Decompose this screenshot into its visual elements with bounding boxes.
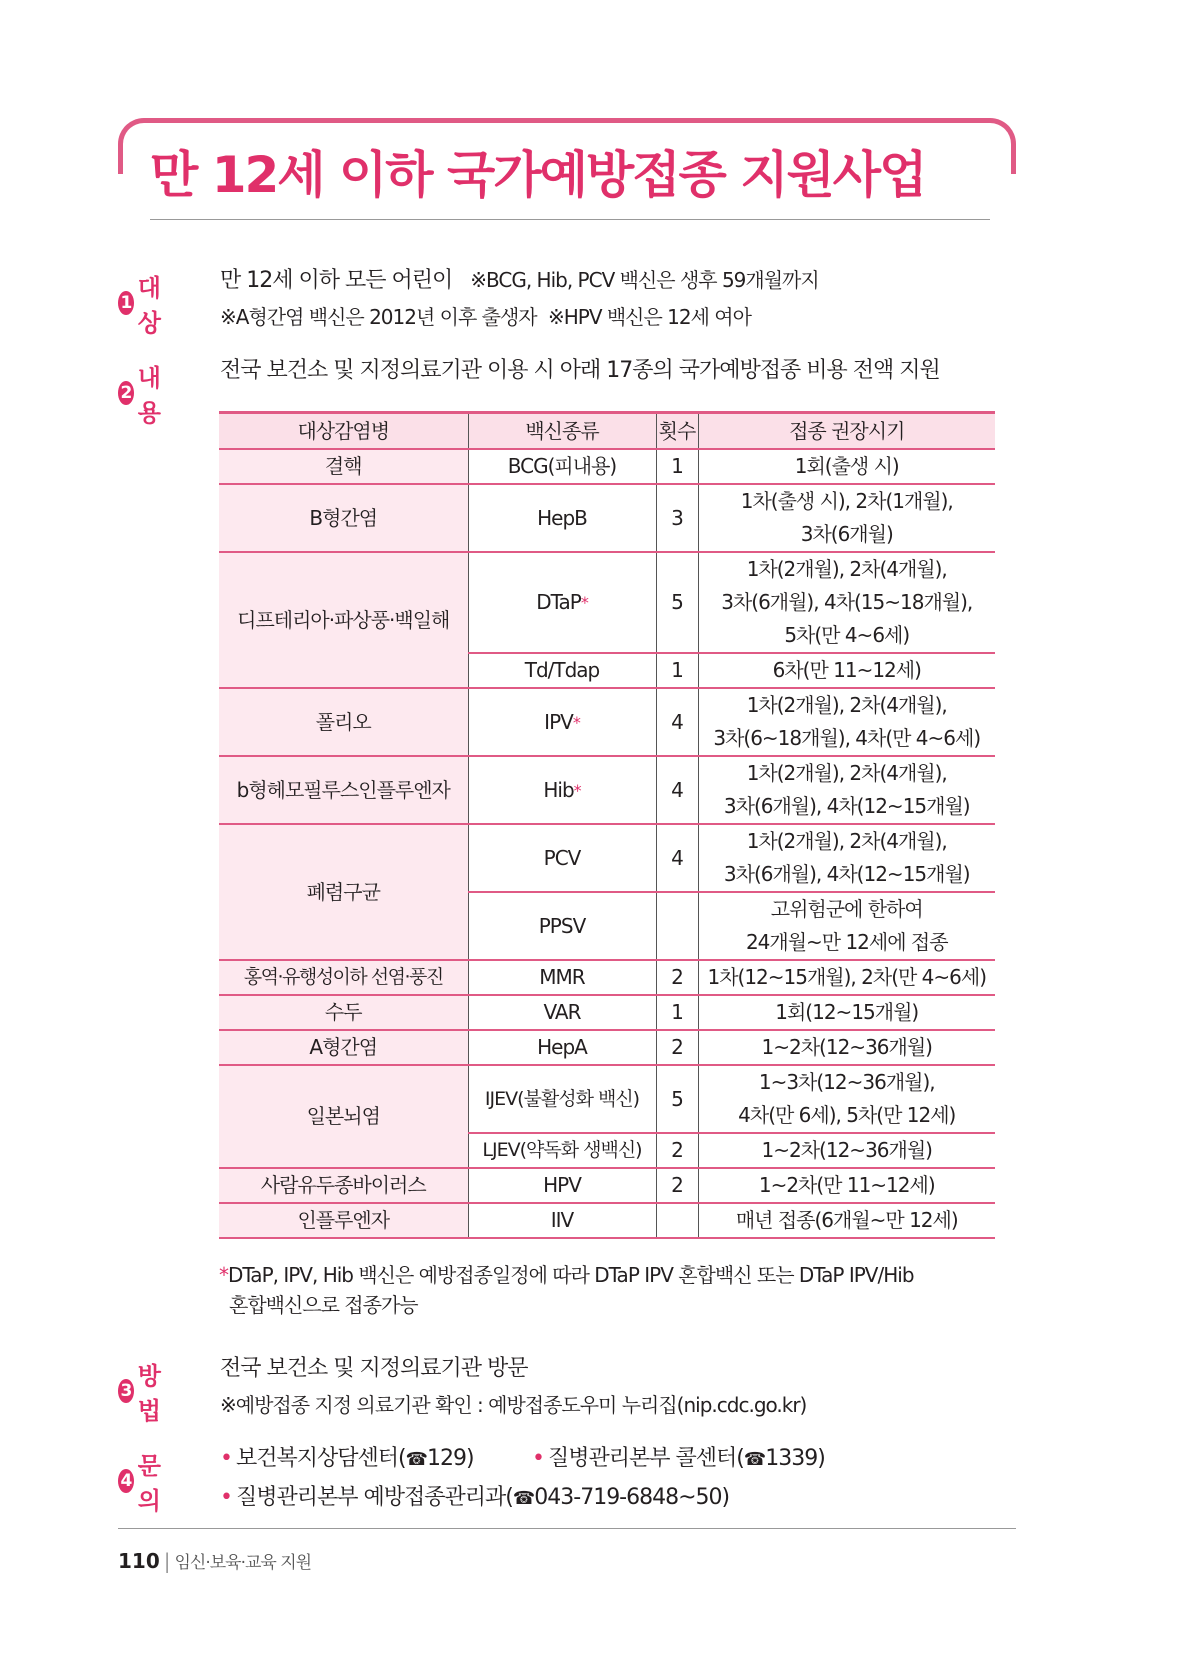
vaccine-cell: Td/Tdap: [468, 653, 656, 688]
contact-text: 질병관리본부 예방접종관리과(: [235, 1485, 513, 1510]
schedule-cell: [698, 824, 995, 892]
section-body: [220, 1440, 825, 1518]
section-number: 4: [118, 1469, 134, 1493]
vaccine-cell: [468, 688, 656, 756]
count-cell: 4: [656, 688, 698, 756]
column-header: 접종 권장시기: [698, 413, 995, 450]
schedule-line: 3차(6개월), 4차(15~18개월),: [721, 590, 973, 614]
schedule-cell: [698, 995, 995, 1030]
bullet-icon: •: [220, 1446, 232, 1471]
schedule-cell: [698, 1168, 995, 1203]
disease-cell: 수두: [219, 995, 468, 1030]
disease-cell: 폐렴구균: [219, 824, 468, 960]
contact-row: [220, 1479, 825, 1518]
count-cell: 4: [656, 824, 698, 892]
vaccine-name: IPV: [544, 709, 573, 734]
table-row: [219, 1168, 995, 1203]
schedule-line: 1차(2개월), 2차(4개월),: [746, 761, 947, 785]
contact-item: [532, 1440, 825, 1479]
schedule-line: 1회(12~15개월): [775, 1000, 919, 1024]
vaccine-cell: HepA: [468, 1030, 656, 1065]
contact-row: [220, 1440, 825, 1479]
vaccine-cell: MMR: [468, 960, 656, 995]
asterisk-mark: *: [580, 593, 588, 612]
count-cell: 2: [656, 960, 698, 995]
schedule-line: 1~2차(12~36개월): [761, 1138, 932, 1162]
disease-cell: 인플루엔자: [219, 1203, 468, 1238]
section-label: [118, 358, 172, 428]
bullet-icon: •: [532, 1446, 544, 1471]
table-row: [219, 960, 995, 995]
schedule-line: 3차(6~18개월), 4차(만 4~6세): [713, 726, 981, 750]
count-cell: 5: [656, 552, 698, 653]
column-header: 대상감염병: [219, 413, 468, 450]
title-divider: [150, 219, 990, 220]
section-title: 문의: [137, 1452, 164, 1515]
schedule-line: 고위험군에 한하여: [770, 897, 923, 921]
vaccine-cell: PCV: [468, 824, 656, 892]
section-body: [220, 352, 940, 389]
disease-cell: 홍역·유행성이하 선염·풍진: [219, 960, 468, 995]
footer-divider: [118, 1528, 1016, 1529]
schedule-line: 1~3차(12~36개월),: [758, 1070, 935, 1094]
count-cell: 2: [656, 1133, 698, 1168]
column-header: 백신종류: [468, 413, 656, 450]
table-row: [219, 995, 995, 1030]
table-row: [219, 1065, 995, 1133]
schedule-line: 5차(만 4~6세): [784, 623, 910, 647]
target-note: ※A형간염 백신은 2012년 이후 출생자: [220, 305, 537, 329]
schedule-cell: [698, 552, 995, 653]
table-header-row: [219, 413, 995, 450]
section-label: [118, 1446, 172, 1516]
count-cell: 5: [656, 1065, 698, 1133]
contact-text: 보건복지상담센터(: [235, 1446, 406, 1471]
table-row: [219, 1203, 995, 1238]
vaccine-cell: [468, 552, 656, 653]
footnote-line: [219, 1260, 989, 1290]
vaccine-cell: BCG(피내용): [468, 449, 656, 484]
schedule-cell: [698, 688, 995, 756]
contact-item: [220, 1440, 532, 1479]
target-note: ※BCG, Hib, PCV 백신은 생후 59개월까지: [470, 268, 819, 292]
phone-icon: ☎: [743, 1449, 766, 1470]
section-number: 2: [118, 381, 134, 405]
footnote-line: 혼합백신으로 접종가능: [229, 1293, 418, 1317]
section-body: [220, 1350, 806, 1424]
footer-section-title: 임신·보육·교육 지원: [174, 1553, 312, 1573]
table-row: [219, 552, 995, 653]
schedule-line: 6차(만 11~12세): [772, 658, 921, 682]
table-footnote: [219, 1260, 989, 1320]
count-cell: 2: [656, 1030, 698, 1065]
section-body: [220, 262, 819, 336]
disease-cell: 일본뇌염: [219, 1065, 468, 1168]
schedule-line: 1회(출생 시): [794, 454, 899, 478]
table-row: [219, 688, 995, 756]
schedule-line: 매년 접종(6개월~만 12세): [735, 1208, 958, 1232]
footer-separator: |: [163, 1549, 171, 1573]
vaccine-cell: LJEV(약독화 생백신): [468, 1133, 656, 1168]
schedule-cell: [698, 1030, 995, 1065]
disease-cell: 폴리오: [219, 688, 468, 756]
schedule-cell: [698, 1203, 995, 1238]
disease-cell: b형헤모필루스인플루엔자: [219, 756, 468, 824]
table-row: [219, 449, 995, 484]
schedule-line: 1차(2개월), 2차(4개월),: [746, 693, 947, 717]
schedule-line: 1차(출생 시), 2차(1개월),: [740, 489, 953, 513]
vaccine-cell: HPV: [468, 1168, 656, 1203]
section-title: 방법: [137, 1362, 164, 1425]
vaccine-name: Hib: [543, 777, 574, 802]
target-note: ※HPV 백신은 12세 여아: [547, 305, 751, 329]
schedule-cell: [698, 449, 995, 484]
count-cell: 1: [656, 995, 698, 1030]
vaccine-cell: HepB: [468, 484, 656, 552]
vaccine-cell: [468, 756, 656, 824]
phone-icon: ☎: [512, 1488, 535, 1509]
table-row: [219, 1030, 995, 1065]
contact-item: [220, 1479, 729, 1518]
disease-cell: 디프테리아·파상풍·백일해: [219, 552, 468, 688]
method-text: 전국 보건소 및 지정의료기관 방문: [220, 1356, 528, 1381]
page-footer: [118, 1548, 311, 1573]
schedule-cell: [698, 1065, 995, 1133]
section-number: 3: [118, 1379, 134, 1403]
schedule-cell: [698, 960, 995, 995]
asterisk-mark: *: [219, 1263, 228, 1287]
table-row: [219, 756, 995, 824]
asterisk-mark: *: [573, 780, 581, 800]
page-number: 110: [118, 1549, 160, 1573]
bullet-icon: •: [220, 1485, 232, 1510]
schedule-line: 3차(6개월), 4차(12~15개월): [723, 862, 970, 886]
schedule-line: 3차(6개월), 4차(12~15개월): [723, 794, 970, 818]
table-row: [219, 824, 995, 892]
method-note: ※예방접종 지정 의료기관 확인 : 예방접종도우미 누리집(nip.cdc.go.kr): [220, 1393, 807, 1417]
vaccine-cell: VAR: [468, 995, 656, 1030]
disease-cell: 사람유두종바이러스: [219, 1168, 468, 1203]
asterisk-mark: *: [572, 712, 580, 732]
contact-number: 129): [427, 1446, 474, 1471]
vaccine-table: [219, 411, 995, 1239]
schedule-line: 24개월~만 12세에 접종: [745, 930, 948, 954]
section-label: [118, 1356, 172, 1426]
schedule-line: 3차(6개월): [800, 522, 893, 546]
schedule-line: 1~2차(12~36개월): [761, 1035, 932, 1059]
content-text: 전국 보건소 및 지정의료기관 이용 시 아래 17종의 국가예방접종 비용 전액 지원: [220, 358, 940, 383]
section-title: 대상: [137, 274, 164, 337]
schedule-cell: [698, 484, 995, 552]
schedule-cell: [698, 892, 995, 960]
contact-number: 1339): [765, 1446, 825, 1471]
count-cell: 1: [656, 449, 698, 484]
vaccine-name: DTaP: [536, 590, 581, 614]
schedule-line: 1~2차(만 11~12세): [758, 1173, 935, 1197]
count-cell: 4: [656, 756, 698, 824]
page-title: 만 12세 이하 국가예방접종 지원사업: [150, 146, 926, 204]
table-row: [219, 484, 995, 552]
schedule-cell: [698, 653, 995, 688]
schedule-line: 1차(2개월), 2차(4개월),: [746, 557, 947, 581]
schedule-cell: [698, 756, 995, 824]
section-number: 1: [118, 291, 134, 315]
count-cell: 2: [656, 1168, 698, 1203]
vaccine-table-wrapper: [219, 411, 995, 1239]
contact-text: 질병관리본부 콜센터(: [547, 1446, 744, 1471]
schedule-line: 4차(만 6세), 5차(만 12세): [738, 1103, 956, 1127]
vaccine-cell: PPSV: [468, 892, 656, 960]
target-main: 만 12세 이하 모든 어린이: [220, 268, 453, 293]
disease-cell: 결핵: [219, 449, 468, 484]
section-label: [118, 268, 172, 338]
count-cell: [656, 892, 698, 960]
vaccine-cell: IIV: [468, 1203, 656, 1238]
contact-number: 043-719-6848~50): [534, 1485, 730, 1510]
phone-icon: ☎: [405, 1449, 428, 1470]
footnote-text: DTaP, IPV, Hib 백신은 예방접종일정에 따라 DTaP IPV 혼합백신 또는 DTaP IPV/Hib: [228, 1263, 914, 1287]
disease-cell: B형간염: [219, 484, 468, 552]
disease-cell: A형간염: [219, 1030, 468, 1065]
schedule-line: 1차(12~15개월), 2차(만 4~6세): [707, 965, 986, 989]
count-cell: 3: [656, 484, 698, 552]
vaccine-cell: IJEV(불활성화 백신): [468, 1065, 656, 1133]
count-cell: [656, 1203, 698, 1238]
schedule-line: 1차(2개월), 2차(4개월),: [746, 829, 947, 853]
count-cell: 1: [656, 653, 698, 688]
section-title: 내용: [137, 364, 164, 427]
schedule-cell: [698, 1133, 995, 1168]
column-header: 횟수: [656, 413, 698, 450]
